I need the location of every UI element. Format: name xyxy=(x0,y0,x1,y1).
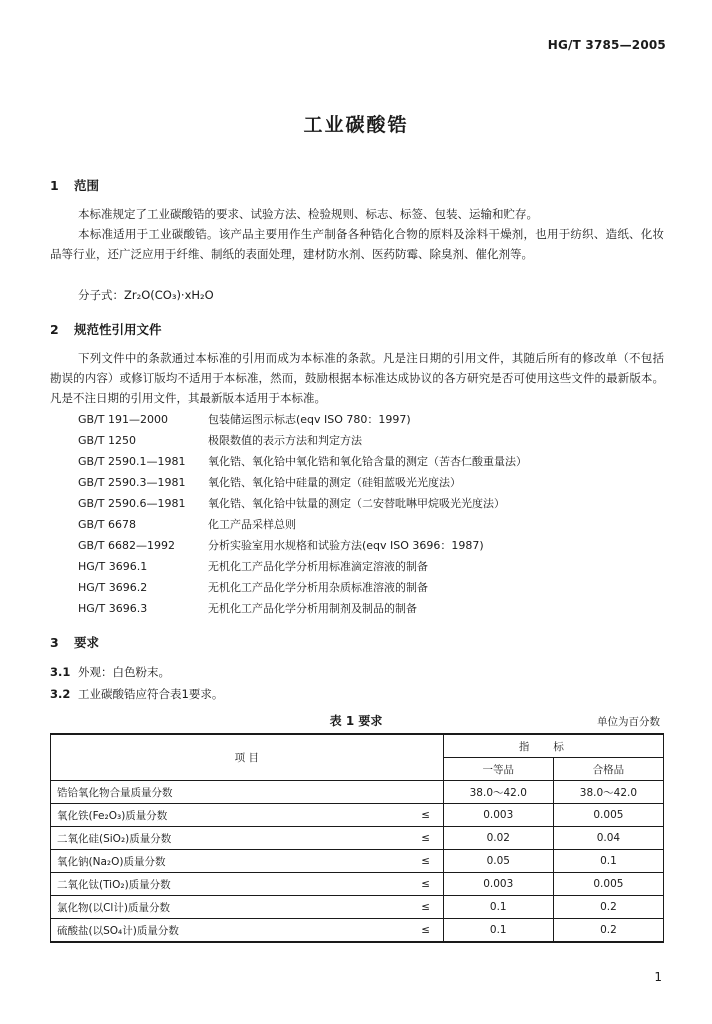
reference-title: 无机化工产品化学分析用制剂及制品的制备 xyxy=(208,602,417,615)
reference-code: GB/T 191—2000 xyxy=(78,413,168,426)
row-qualified-grade-value: 0.2 xyxy=(553,896,663,919)
reference-title: 无机化工产品化学分析用杂质标准溶液的制备 xyxy=(208,581,428,594)
scope-paragraph-1: 本标准规定了工业碳酸锆的要求、试验方法、检验规则、标志、标签、包装、运输和贮存。 xyxy=(78,207,538,221)
row-operator: ≤ xyxy=(409,919,444,943)
reference-item xyxy=(78,409,527,430)
section-3-heading xyxy=(50,633,99,651)
reference-code: GB/T 2590.6—1981 xyxy=(78,497,186,510)
reference-list xyxy=(78,409,527,619)
reference-item xyxy=(78,598,527,619)
row-operator: ≤ xyxy=(409,873,444,896)
normative-references-paragraph: 下列文件中的条款通过本标准的引用而成为本标准的条款。凡是注日期的引用文件，其随后所有的修改单（不包括勘误的内容）或修订版均不适用于本标准，然而，鼓励根据本标准达成协议的各方研究是否可使用这些文件的最新版本。凡是不注日期的引用文件，其最新版本适用于本标准。 xyxy=(50,351,664,405)
reference-item xyxy=(78,514,527,535)
reference-title: 无机化工产品化学分析用标准滴定溶液的制备 xyxy=(208,560,428,573)
table-unit-note: 单位为百分数 xyxy=(597,716,660,728)
clause-text: 外观：白色粉末。 xyxy=(78,665,170,679)
reference-item xyxy=(78,493,527,514)
row-qualified-grade-value: 38.0～42.0 xyxy=(553,781,663,804)
reference-item xyxy=(78,535,527,556)
header-qualified-grade: 合格品 xyxy=(553,758,663,781)
row-item: 氧化钠(Na₂O)质量分数 xyxy=(51,850,409,873)
row-first-grade-value: 0.1 xyxy=(443,896,553,919)
row-first-grade-value: 0.003 xyxy=(443,873,553,896)
table-row xyxy=(51,827,664,850)
reference-title: 氧化锆、氧化铪中硅量的测定（硅钼蓝吸光光度法） xyxy=(208,476,461,489)
reference-title: 化工产品采样总则 xyxy=(208,518,296,531)
clause-number: 3.1 xyxy=(50,665,71,679)
requirement-3-1 xyxy=(50,664,170,680)
reference-code: GB/T 2590.1—1981 xyxy=(78,455,186,468)
section-2-heading xyxy=(50,320,162,338)
table-row xyxy=(51,896,664,919)
standard-code: HG/T 3785—2005 xyxy=(547,38,666,52)
scope-paragraph-2: 本标准适用于工业碳酸锆。该产品主要用作生产制备各种锆化合物的原料及涂料干燥剂，也用于纺织、造纸、化妆品等行业，还广泛应用于纤维、制纸的表面处理，建材防水剂、医药防霉、除臭剂、催化剂等。 xyxy=(50,227,664,261)
row-qualified-grade-value: 0.1 xyxy=(553,850,663,873)
row-operator: ≤ xyxy=(409,804,444,827)
reference-item xyxy=(78,430,527,451)
header-indicator: 指标 xyxy=(443,734,663,758)
row-first-grade-value: 0.02 xyxy=(443,827,553,850)
reference-title: 氧化锆、氧化铪中钛量的测定（二安替吡啉甲烷吸光光度法） xyxy=(208,497,505,510)
row-qualified-grade-value: 0.2 xyxy=(553,919,663,943)
page-number: 1 xyxy=(654,970,662,984)
row-item: 二氧化硅(SiO₂)质量分数 xyxy=(51,827,409,850)
requirements-table xyxy=(50,733,664,943)
table-row xyxy=(51,873,664,896)
reference-item xyxy=(78,451,527,472)
row-qualified-grade-value: 0.04 xyxy=(553,827,663,850)
row-item: 氯化物(以Cl计)质量分数 xyxy=(51,896,409,919)
reference-code: HG/T 3696.1 xyxy=(78,560,148,573)
table-caption: 表 1 要求 xyxy=(329,714,383,728)
row-operator: ≤ xyxy=(409,896,444,919)
section-number: 3 xyxy=(50,635,59,650)
table-row xyxy=(51,804,664,827)
reference-title: 极限数值的表示方法和判定方法 xyxy=(208,434,362,447)
row-item: 二氧化钛(TiO₂)质量分数 xyxy=(51,873,409,896)
reference-title: 分析实验室用水规格和试验方法(eqv ISO 3696：1987) xyxy=(208,539,484,552)
document-title: 工业碳酸锆 xyxy=(303,114,409,136)
table-row xyxy=(51,919,664,943)
row-first-grade-value: 0.003 xyxy=(443,804,553,827)
row-item: 硫酸盐(以SO₄计)质量分数 xyxy=(51,919,409,943)
row-first-grade-value: 0.05 xyxy=(443,850,553,873)
table-header-row xyxy=(51,734,664,758)
reference-code: GB/T 6678 xyxy=(78,518,136,531)
reference-code: HG/T 3696.2 xyxy=(78,581,148,594)
requirement-3-2 xyxy=(50,686,223,702)
header-first-grade: 一等品 xyxy=(443,758,553,781)
clause-number: 3.2 xyxy=(50,687,71,701)
row-first-grade-value: 38.0～42.0 xyxy=(443,781,553,804)
reference-title: 氧化锆、氧化铪中氧化锆和氧化铪含量的测定（苦杏仁酸重量法） xyxy=(208,455,527,468)
section-title: 要求 xyxy=(74,635,100,650)
molecular-formula: 分子式：Zr₂O(CO₃)·xH₂O xyxy=(78,288,214,302)
row-first-grade-value: 0.1 xyxy=(443,919,553,943)
row-operator xyxy=(409,781,444,804)
row-qualified-grade-value: 0.005 xyxy=(553,873,663,896)
section-number: 1 xyxy=(50,178,59,193)
table-row xyxy=(51,781,664,804)
section-title: 范围 xyxy=(74,178,100,193)
section-title: 规范性引用文件 xyxy=(74,322,162,337)
reference-code: GB/T 1250 xyxy=(78,434,136,447)
header-item: 项 目 xyxy=(51,734,444,781)
reference-code: GB/T 2590.3—1981 xyxy=(78,476,186,489)
section-1-heading xyxy=(50,176,99,194)
reference-item xyxy=(78,577,527,598)
clause-text: 工业碳酸锆应符合表1要求。 xyxy=(78,687,224,701)
section-number: 2 xyxy=(50,322,59,337)
table-row xyxy=(51,850,664,873)
reference-title: 包装储运图示标志(eqv ISO 780：1997) xyxy=(208,413,411,426)
reference-code: GB/T 6682—1992 xyxy=(78,539,175,552)
reference-code: HG/T 3696.3 xyxy=(78,602,148,615)
row-operator: ≤ xyxy=(409,850,444,873)
row-qualified-grade-value: 0.005 xyxy=(553,804,663,827)
row-item: 氧化铁(Fe₂O₃)质量分数 xyxy=(51,804,409,827)
reference-item xyxy=(78,472,527,493)
row-item: 锆铪氧化物合量质量分数 xyxy=(51,781,409,804)
reference-item xyxy=(78,556,527,577)
row-operator: ≤ xyxy=(409,827,444,850)
